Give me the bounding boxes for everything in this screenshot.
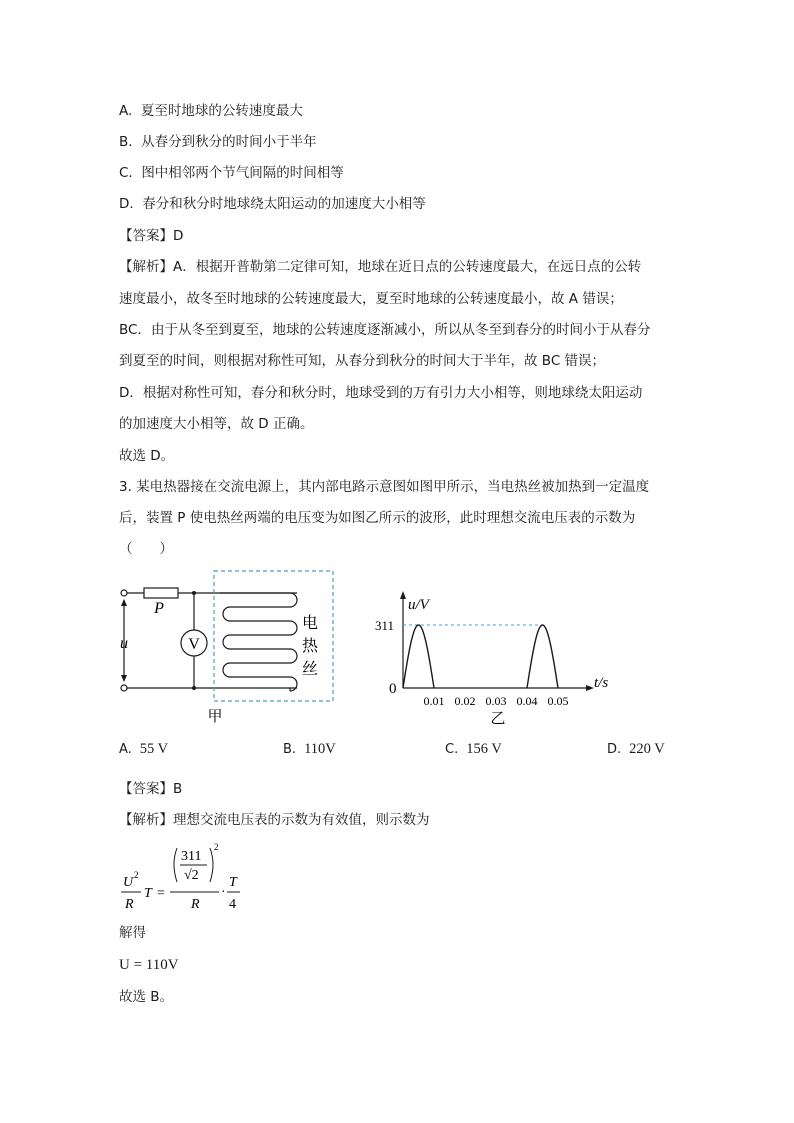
analysis-line-6: 的加速度大小相等，故 D 正确。 bbox=[119, 416, 314, 432]
x-axis-label: t/s bbox=[594, 675, 609, 691]
analysis-line-2: 速度最小，故冬至时地球的公转速度最大，夏至时地球的公转速度最小，故 A 错误； bbox=[119, 291, 623, 307]
wave-segment-1 bbox=[403, 625, 434, 688]
option-a[interactable]: A. 55 V bbox=[119, 741, 169, 757]
answer-tag: 【答案】 bbox=[119, 228, 173, 244]
caption-yi: 乙 bbox=[490, 709, 506, 727]
question-3-blank: （ ） bbox=[119, 541, 173, 557]
origin-label: 0 bbox=[389, 681, 397, 697]
peak-label: 311 bbox=[375, 618, 395, 633]
caption-jia: 甲 bbox=[207, 707, 223, 725]
analysis-line-3: BC．由于从冬至到夏至，地球的公转速度逐渐减小，所以从冬至到春分的时间小于从春分 bbox=[119, 322, 651, 338]
voltmeter-label: V bbox=[188, 636, 200, 653]
heater-char-3: 丝 bbox=[301, 659, 319, 678]
option-b[interactable]: B. 110V bbox=[283, 741, 336, 757]
x-tick-0.03: 0.03 bbox=[485, 694, 507, 708]
question-3-line-1: 3. 某电热器接在交流电源上，其内部电路示意图如图甲所示，当电热丝被加热到一定温度 bbox=[119, 479, 650, 495]
circuit-diagram bbox=[112, 563, 342, 728]
terminal-bottom bbox=[121, 685, 127, 691]
analysis-tag: 【解析】 bbox=[119, 259, 173, 275]
svg-text:2: 2 bbox=[134, 870, 139, 880]
heater-char-1: 电 bbox=[301, 613, 319, 632]
analysis-line-q3: 【解析】理想交流电压表的示数为有效值，则示数为 bbox=[119, 812, 430, 828]
wave-segment-2 bbox=[527, 625, 558, 688]
svg-text:U: U bbox=[123, 875, 134, 890]
option-b-prev: B. 从春分到秋分的时间小于半年 bbox=[119, 134, 317, 150]
waveform-chart bbox=[370, 585, 630, 730]
label-p: P bbox=[154, 600, 164, 617]
y-axis-label: u/V bbox=[408, 597, 429, 613]
svg-text:T: T bbox=[144, 886, 152, 901]
terminal-top bbox=[121, 590, 127, 596]
formula bbox=[115, 840, 255, 915]
analysis-line-1: 【解析】A．根据开普勒第二定律可知，地球在近日点的公转速度最大，在远日点的公转 bbox=[119, 259, 642, 275]
heater-char-2: 热 bbox=[301, 636, 319, 655]
svg-text:T: T bbox=[229, 875, 237, 890]
svg-text:=: = bbox=[157, 886, 165, 901]
result-equation: U = 110V bbox=[119, 957, 179, 973]
question-3-line-2: 后，装置 P 使电热丝两端的电压变为如图乙所示的波形，此时理想交流电压表的示数为 bbox=[119, 510, 636, 526]
answer-line-1: 【答案】D bbox=[119, 228, 184, 244]
option-c[interactable]: C. 156 V bbox=[445, 741, 502, 757]
svg-text:311: 311 bbox=[181, 849, 202, 864]
x-tick-0.02: 0.02 bbox=[454, 694, 476, 708]
x-tick-0.01: 0.01 bbox=[423, 694, 445, 708]
conclusion-1: 故选 D。 bbox=[119, 448, 175, 464]
svg-text:√2: √2 bbox=[184, 868, 199, 883]
label-u: u bbox=[120, 635, 128, 652]
option-d-prev: D. 春分和秋分时地球绕太阳运动的加速度大小相等 bbox=[119, 196, 426, 212]
solve-label: 解得 bbox=[119, 925, 146, 941]
analysis-line-5: D．根据对称性可知，春分和秋分时，地球受到的万有引力大小相等，则地球绕太阳运动 bbox=[119, 385, 643, 401]
svg-text:2: 2 bbox=[214, 842, 219, 852]
answer-line-3: 【答案】B bbox=[119, 781, 183, 797]
conclusion-3: 故选 B。 bbox=[119, 989, 174, 1005]
option-a-prev: A. 夏至时地球的公转速度最大 bbox=[119, 103, 303, 119]
option-c-prev: C. 图中相邻两个节气间隔的时间相等 bbox=[119, 165, 344, 181]
svg-text:4: 4 bbox=[229, 897, 236, 912]
analysis-line-4: 到夏至的时间，则根据对称性可知，从春分到秋分的时间大于半年，故 BC 错误； bbox=[119, 353, 606, 369]
option-d[interactable]: D. 220 V bbox=[607, 741, 665, 757]
svg-text:R: R bbox=[191, 897, 200, 912]
svg-text:R: R bbox=[125, 897, 134, 912]
svg-text:·: · bbox=[221, 885, 226, 900]
x-tick-0.04: 0.04 bbox=[516, 694, 538, 708]
x-tick-0.05: 0.05 bbox=[547, 694, 569, 708]
